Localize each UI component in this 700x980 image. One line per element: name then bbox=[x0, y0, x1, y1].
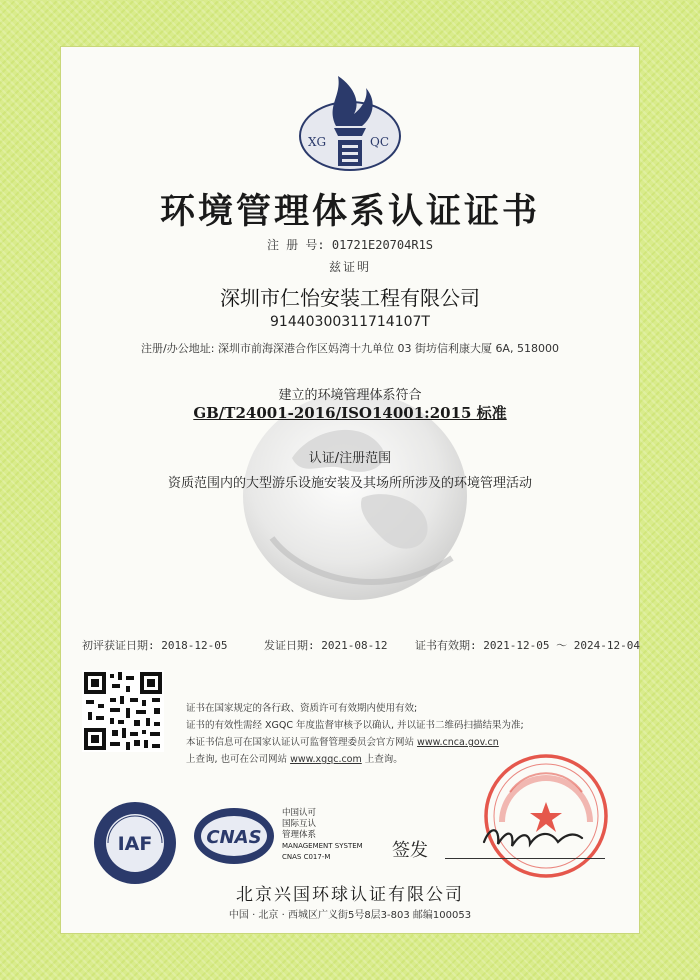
cnca-link[interactable]: www.cnca.gov.cn bbox=[417, 737, 499, 748]
cnas-line-4: MANAGEMENT SYSTEM bbox=[282, 842, 363, 850]
cnas-line-2: 国际互认 bbox=[282, 819, 317, 829]
initial-date-label: 初评获证日期: bbox=[82, 639, 155, 652]
cnas-line-3: 管理体系 bbox=[282, 830, 317, 840]
hereby-certify: 兹证明 bbox=[328, 260, 371, 274]
cnas-logo bbox=[192, 806, 276, 866]
standard-name: GB/T24001-2016/ISO14001:2015 标准 bbox=[193, 404, 507, 422]
note-line-3 bbox=[186, 734, 586, 751]
logo-right-text: QC bbox=[370, 135, 390, 149]
note-line-2: 证书的有效性需经 XGQC 年度监督审核予以确认, 并以证书二维码扫描结果为准; bbox=[186, 720, 524, 731]
company-name: 深圳市仁怡安装工程有限公司 bbox=[220, 286, 480, 310]
xgqc-link[interactable]: www.xgqc.com bbox=[290, 754, 362, 765]
valid-period-label: 证书有效期: bbox=[415, 639, 477, 652]
note-line-3-prefix: 本证书信息可在国家认证认可监督管理委员会官方网站 bbox=[186, 737, 415, 748]
signature-label: 签发 bbox=[392, 840, 428, 861]
valid-period bbox=[415, 637, 640, 653]
valid-period-value: 2021-12-05 ～ 2024-12-04 bbox=[483, 639, 640, 652]
logo-left-text: XG bbox=[308, 135, 327, 149]
signature bbox=[478, 818, 588, 858]
issue-date-label: 发证日期: bbox=[264, 639, 315, 652]
cnas-description bbox=[282, 808, 363, 863]
address-label: 注册/办公地址: bbox=[141, 342, 215, 355]
initial-date bbox=[82, 637, 227, 653]
registered-address bbox=[0, 340, 700, 356]
note-line-4-prefix: 上查询, 也可在公司网站 bbox=[186, 754, 288, 765]
conformance-text: 建立的环境管理体系符合 bbox=[278, 388, 422, 403]
initial-date-value: 2018-12-05 bbox=[161, 639, 228, 652]
address-value: 深圳市前海深港合作区妈湾十九单位 03 街坊信利康大厦 6A, 518000 bbox=[217, 342, 559, 355]
xgqc-logo bbox=[298, 66, 402, 174]
note-line-1: 证书在国家规定的各行政、资质许可有效期内使用有效; bbox=[186, 703, 418, 714]
registration-value: 01721E20704R1S bbox=[331, 238, 434, 252]
issue-date bbox=[264, 637, 387, 653]
cnas-line-1: 中国认可 bbox=[282, 808, 317, 818]
registration-number bbox=[0, 236, 700, 253]
note-line-4-suffix: 上查询。 bbox=[364, 754, 403, 765]
registration-label: 注 册 号: bbox=[266, 238, 325, 252]
iaf-logo bbox=[92, 800, 178, 886]
signature-line bbox=[445, 858, 605, 859]
company-code: 91440300311714107T bbox=[270, 314, 430, 330]
issue-date-value: 2021-08-12 bbox=[321, 639, 388, 652]
issuer-name: 北京兴国环球认证有限公司 bbox=[236, 885, 464, 905]
scope-label: 认证/注册范围 bbox=[308, 451, 392, 466]
cnas-logo-text: CNAS bbox=[206, 827, 262, 848]
cnas-line-5: CNAS C017-M bbox=[282, 853, 331, 861]
qr-code bbox=[82, 670, 164, 752]
certificate-title: 环境管理体系认证证书 bbox=[159, 191, 540, 232]
company-seal bbox=[482, 752, 610, 880]
issuer-address: 中国 · 北京 · 西城区广义街5号8层3-803 邮编100053 bbox=[228, 910, 472, 921]
iaf-text: IAF bbox=[117, 833, 153, 855]
scope-text: 资质范围内的大型游乐设施安装及其场所所涉及的环境管理活动 bbox=[167, 476, 532, 491]
